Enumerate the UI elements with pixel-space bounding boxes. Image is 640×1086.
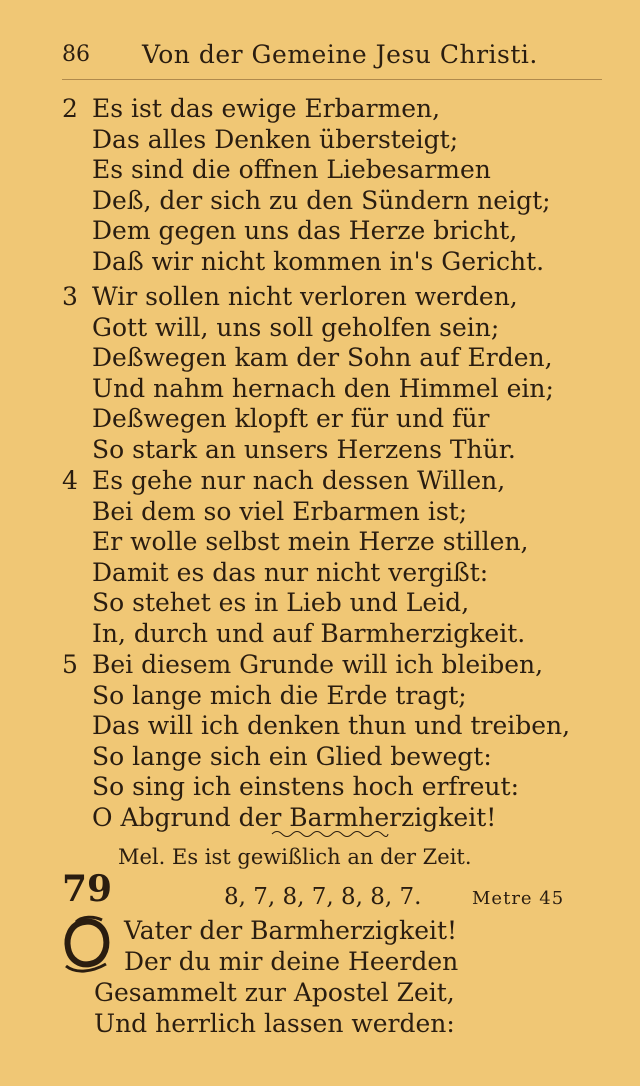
verse-line: Und nahm hernach den Himmel ein; <box>92 373 554 403</box>
verse-line: Bei dem so viel Erbarmen ist; <box>92 496 468 526</box>
ornament-divider-icon <box>270 828 390 840</box>
verse-line: Daß wir nicht kommen in's Gericht. <box>92 246 545 276</box>
meter-numbers: 8, 7, 8, 7, 8, 8, 7. <box>224 884 422 910</box>
stanza-5 <box>62 650 602 834</box>
verse-line: So lange sich ein Glied bewegt: <box>92 741 492 771</box>
verse-line: Gott will, uns soll geholfen sein; <box>92 312 500 342</box>
verse-line: Er wolle selbst mein Herze stillen, <box>92 527 529 556</box>
verse-line: Wir sollen nicht verloren werden, <box>92 282 518 311</box>
header-rule <box>62 79 602 80</box>
meter-label: Metre 45 <box>472 888 565 909</box>
verse-line: Deß, der sich zu den Sündern neigt; <box>92 185 551 215</box>
stanza-number: 2 <box>62 94 78 123</box>
verse-line: O Abgrund der Barmherzigkeit! <box>92 802 497 832</box>
hymn-line: Gesammelt zur Apostel Zeit, <box>94 978 455 1007</box>
verse-line: Deßwegen kam der Sohn auf Erden, <box>92 343 553 372</box>
verse-line: So stark an unsers Herzens Thür. <box>92 434 516 464</box>
verse-line: Bei diesem Grunde will ich bleiben, <box>92 650 544 679</box>
stanza-2 <box>62 94 602 278</box>
verse-line: Das will ich denken thun und treiben, <box>92 711 571 740</box>
verse-line: Deßwegen klopft er für und für <box>92 404 490 433</box>
dropcap-o-icon <box>62 914 112 974</box>
page-number: 86 <box>62 42 90 67</box>
verse-line: So lange mich die Erde tragt; <box>92 680 467 710</box>
verse-line: Es sind die offnen Liebesarmen <box>92 155 491 184</box>
page-header <box>62 40 582 74</box>
hymn-line: Und herrlich lassen werden: <box>94 1009 455 1038</box>
stanza-4 <box>62 466 602 650</box>
stanza-number: 4 <box>62 466 78 495</box>
melody-reference: Mel. Es ist gewißlich an der Zeit. <box>118 845 472 869</box>
hymn-line: Vater der Barmherzigkeit! <box>124 916 458 945</box>
running-title: Von der Gemeine Jesu Christi. <box>142 40 538 69</box>
verse-line: So stehet es in Lieb und Leid, <box>92 588 470 617</box>
hymn-line: Der du mir deine Heerden <box>124 947 459 976</box>
verse-line: So sing ich einstens hoch erfreut: <box>92 772 520 801</box>
stanza-3 <box>62 282 602 466</box>
verse-line: Damit es das nur nicht vergißt: <box>92 557 489 587</box>
verse-line: Es ist das ewige Erbarmen, <box>92 94 441 123</box>
verse-line: In, durch und auf Barmherzigkeit. <box>92 618 526 648</box>
verse-line: Dem gegen uns das Herze bricht, <box>92 216 518 245</box>
stanza-number: 3 <box>62 282 78 311</box>
stanza-number: 5 <box>62 650 78 679</box>
verse-line: Das alles Denken übersteigt; <box>92 124 459 154</box>
hymn-number: 79 <box>62 868 113 910</box>
verse-line: Es gehe nur nach dessen Willen, <box>92 466 506 495</box>
